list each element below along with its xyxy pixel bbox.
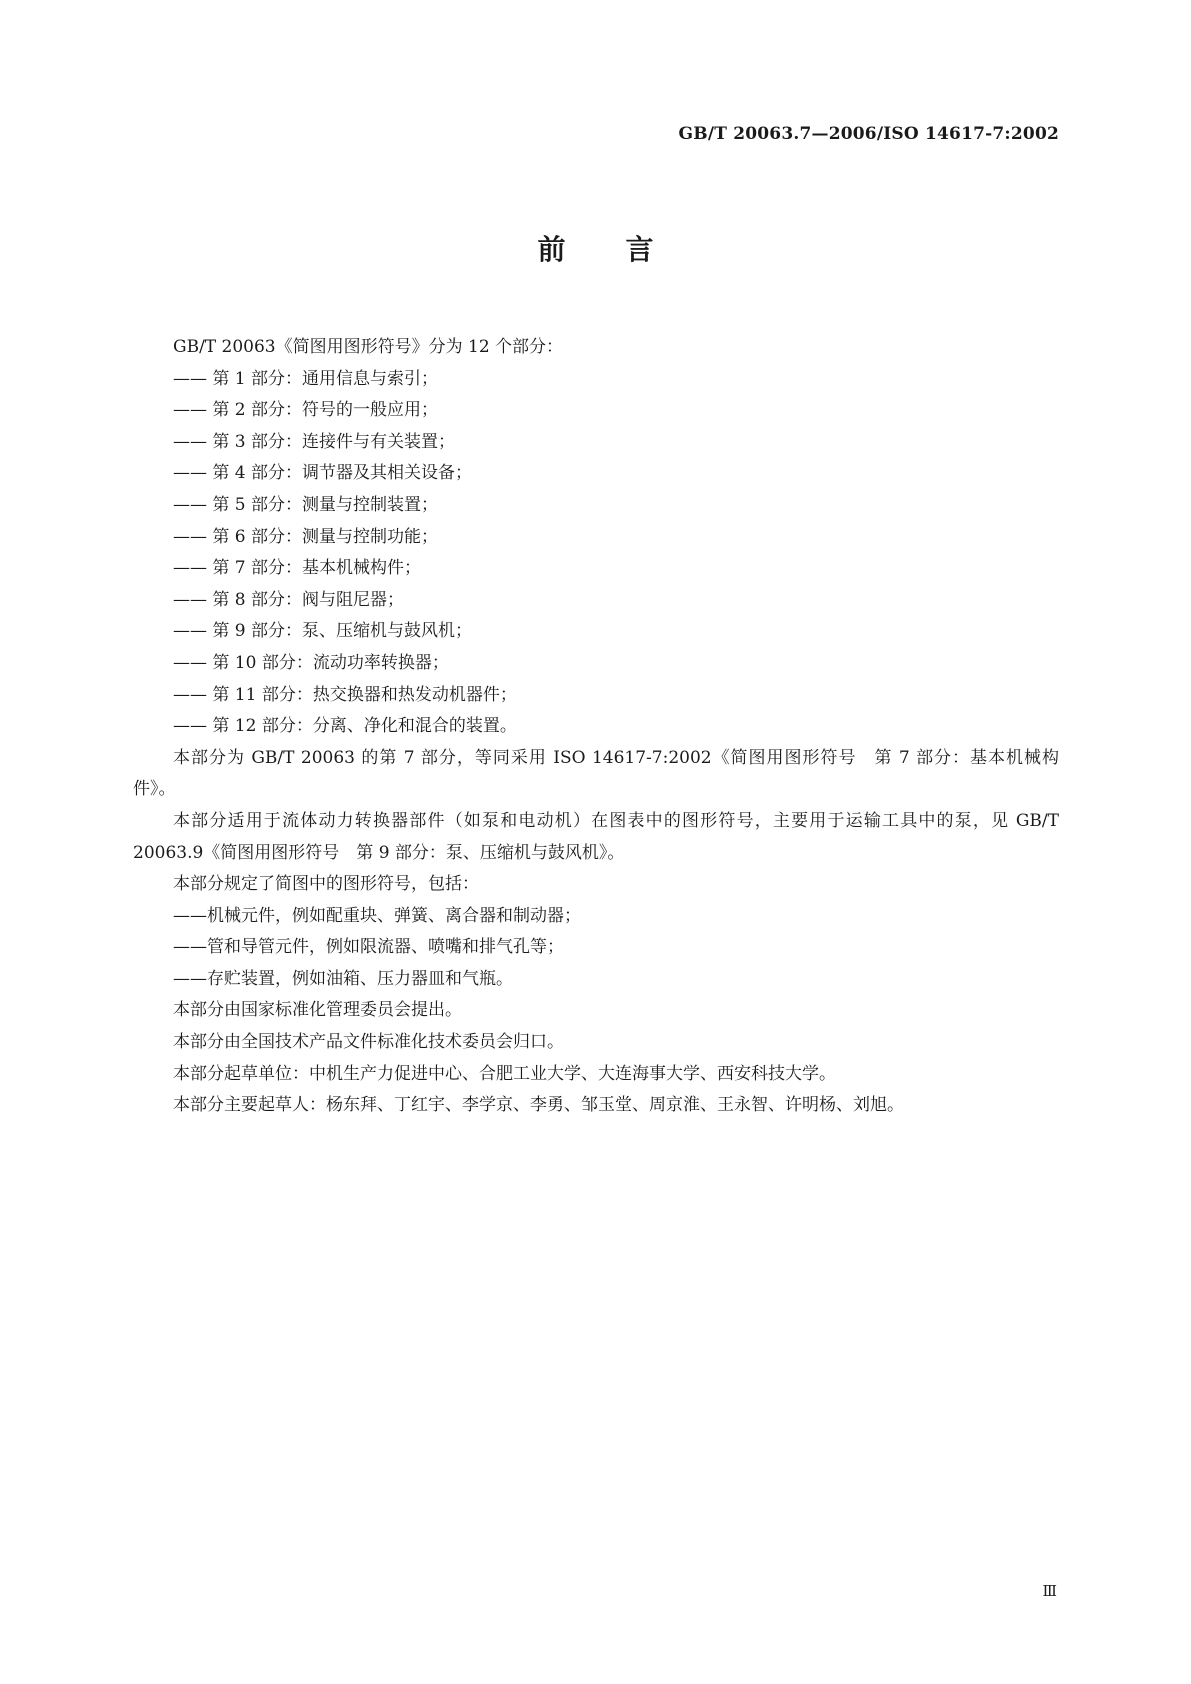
body-paragraph: 本部分由全国技术产品文件标准化技术委员会归口。 [173,1032,564,1053]
body-paragraph: 本部分主要起草人：杨东拜、丁红宇、李学京、李勇、邹玉堂、周京淮、王永智、许明杨、刘旭。 [173,1095,904,1116]
scope-list-item: ——机械元件，例如配重块、弹簧、离合器和制动器； [173,905,581,926]
foreword-body [133,332,1059,1122]
part-list-item: —— 第 6 部分：测量与控制功能； [173,526,439,547]
title-char-1: 前 [537,233,566,266]
part-list-item: —— 第 4 部分：调节器及其相关设备； [173,463,473,484]
part-list-item: —— 第 3 部分：连接件与有关装置； [173,431,456,452]
scope-list-item: ——存贮装置，例如油箱、压力器皿和气瓶。 [173,968,513,989]
scope-list-item: ——管和导管元件，例如限流器、喷嘴和排气孔等； [173,937,564,958]
body-paragraph: 本部分由国家标准化管理委员会提出。 [173,1000,462,1021]
body-paragraph: 本部分适用于流体动力转换器部件（如泵和电动机）在图表中的图形符号，主要用于运输工具中的泵，见 GB/T 20063.9《简图用图形符号 第 9 部分：泵、压缩机与鼓风机》。 [133,810,1059,863]
part-list-item: —— 第 12 部分：分离、净化和混合的装置。 [173,716,517,737]
body-paragraph: 本部分规定了简图中的图形符号，包括： [173,874,479,895]
part-list-item: —— 第 7 部分：基本机械构件； [173,558,422,579]
part-list-item: —— 第 8 部分：阀与阻尼器； [173,589,405,610]
body-paragraph: 本部分为 GB/T 20063 的第 7 部分，等同采用 ISO 14617-7:2002《简图用图形符号 第 7 部分：基本机械构件》。 [133,747,1059,800]
part-list-item: —— 第 2 部分：符号的一般应用； [173,400,439,421]
title-char-2: 言 [625,233,654,266]
part-list-item: —— 第 5 部分：测量与控制装置； [173,494,439,515]
part-list-item: —— 第 11 部分：热交换器和热发动机器件； [173,684,517,705]
body-paragraph: 本部分起草单位：中机生产力促进中心、合肥工业大学、大连海事大学、西安科技大学。 [173,1063,836,1084]
part-list-item: —— 第 1 部分：通用信息与索引； [173,368,439,389]
intro-paragraph: GB/T 20063《简图用图形符号》分为 12 个部分： [173,337,564,357]
standard-number-header [679,124,1059,144]
page-number: Ⅲ [1042,1582,1057,1600]
page-title [0,228,1191,268]
part-list-item: —— 第 10 部分：流动功率转换器； [173,652,449,673]
part-list-item: —— 第 9 部分：泵、压缩机与鼓风机； [173,621,473,642]
standard-id: GB/T 20063.7—2006/ISO 14617-7:2002 [678,124,1059,144]
